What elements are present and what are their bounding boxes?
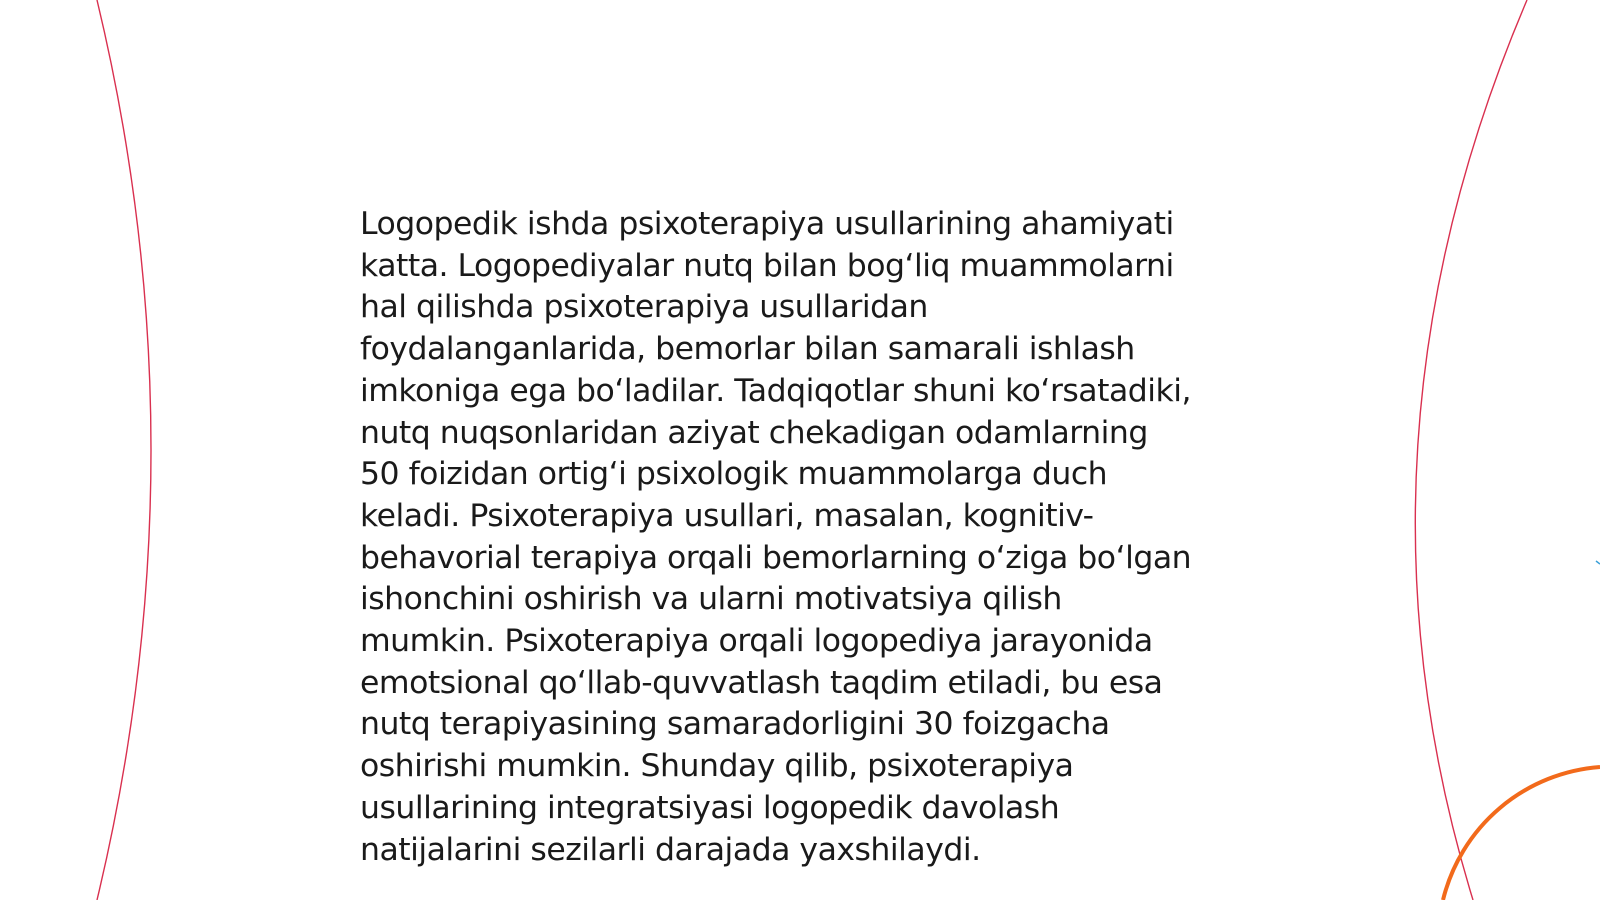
- left-curve-line: [97, 0, 151, 900]
- slide-body-text: Logopedik ishda psixoterapiya usullarining ahamiyati katta. Logopediyalar nutq bilan bog‘liq muammolarni hal qilishda psixoterapiya usullaridan foydalanganlarida, bemorlar bilan samarali ishlash imkoniga ega bo‘ladilar. Tadqiqotlar shuni ko‘rsatadiki, nutq nuqsonlaridan aziyat chekadigan odamlarning 50 foizidan ortig‘i psixologik muammolarga duch keladi. Psixoterapiya usullari, masalan, kognitiv- behavorial terapiya orqali bemorlarning o‘ziga bo‘lgan ishonchini oshirish va ularni motivatsiya qilish mumkin. Psixoterapiya orqali logopediya jarayonida emotsional qo‘llab-quvvatlash taqdim etiladi, bu esa nutq terapiyasining samaradorligini 30 foizgacha oshirishi mumkin. Shunday qilib, psixoterapiya usullarining integratsiyasi logopedik davolash natijalarini sezilarli darajada yaxshilaydi.: [360, 206, 1192, 868]
- blue-accent-mark: [1596, 561, 1600, 564]
- right-curve-line: [1415, 0, 1527, 900]
